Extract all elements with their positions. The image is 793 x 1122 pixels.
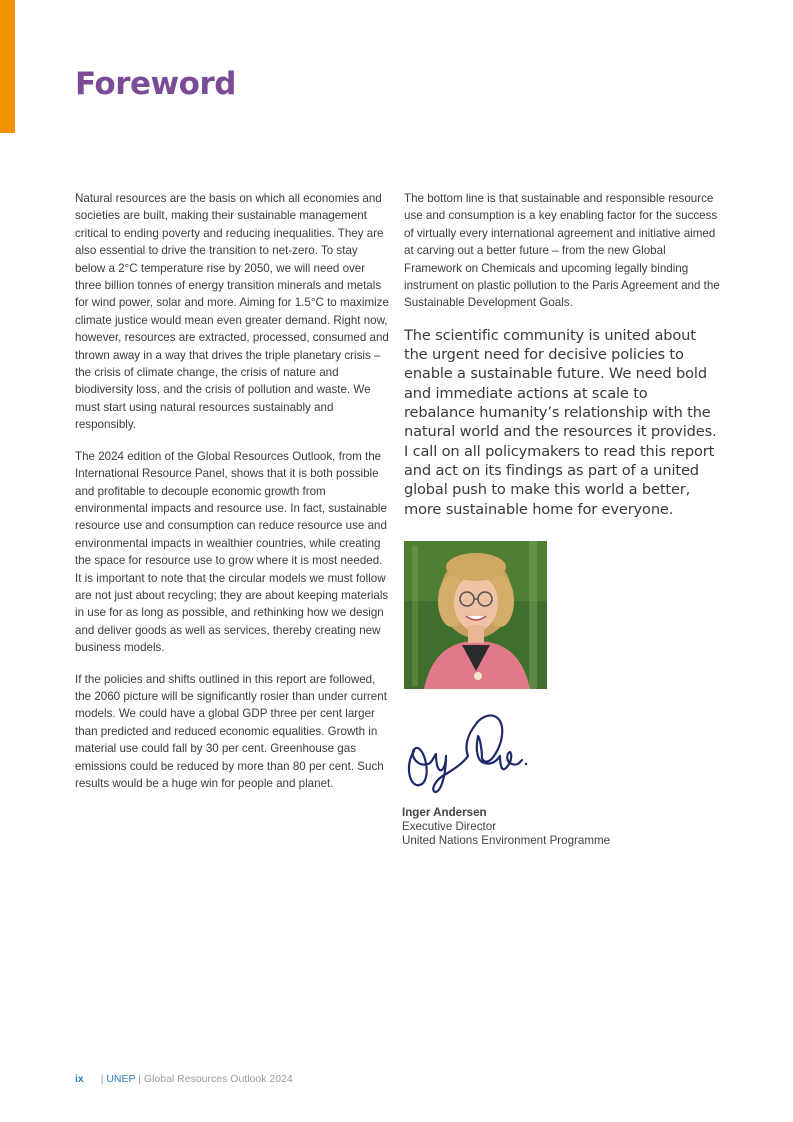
signatory-name: Inger Andersen xyxy=(402,806,487,819)
right-column xyxy=(404,190,722,519)
body-paragraph: The bottom line is that sustainable and responsible resource use and consumption is a key enabling factor for the success of virtually every international agreement and initiative aimed at carving out a better future – from the new Global Framework on Chemicals and upcoming legally binding instrument on plastic pollution to the Paris Agreement and the Sustainable Development Goals. xyxy=(404,192,720,310)
page-title: Foreword xyxy=(75,66,236,102)
signature xyxy=(402,706,532,798)
pull-quote: The scientific community is united about the urgent need for decisive policies to enable a sustainable future. We need bold and immediate actions at scale to rebalance humanity’s relationship with the natural world and the resources it provides. I call on all policymakers to read this report and act on its findings as part of a united global push to make this world a better, more sustainable home for everyone. xyxy=(404,326,717,518)
body-paragraph: The 2024 edition of the Global Resources Outlook, from the International Resource Panel, shows that it is both possible and profitable to decouple economic growth from environmental impacts and resource use. In fact, sustainable resource use and consumption can reduce resource use and environmental impacts in wealthier countries, while creating the space for resource use to grow where it is most needed. It is important to note that the circular models we must follow are not just about recycling; they are about keeping materials in use for as long as possible, and rethinking how we design and deliver goods as well as services, thereby creating new business models. xyxy=(75,449,389,655)
footer-org: UNEP xyxy=(106,1073,136,1085)
body-paragraph: If the policies and shifts outlined in this report are followed, the 2060 picture will be significantly rosier than under current models. We could have a global GDP three per cent larger than predicted and reduced economic equalities. Growth in material use could fall by 30 per cent. Greenhouse gas emissions could be reduced by more than 80 per cent. Such results would be a huge win for people and planet. xyxy=(75,672,387,790)
page-number: ix xyxy=(75,1073,84,1085)
footer-separator: | xyxy=(138,1073,141,1085)
left-column xyxy=(75,190,391,806)
footer-publication: Global Resources Outlook 2024 xyxy=(143,1073,293,1085)
portrait-photo xyxy=(404,541,547,689)
signatory-role: Executive Director xyxy=(402,820,497,833)
page-footer xyxy=(75,1073,293,1085)
signatory-organization: United Nations Environment Programme xyxy=(402,834,611,847)
body-paragraph: Natural resources are the basis on which all economies and societies are built, making their sustainable management critical to ending poverty and reducing inequalities. They are also essential to drive the transition to net-zero. To stay below a 2°C temperature rise by 2050, we will need over three billion tonnes of energy transition minerals and metals for wind power, solar and more. Aiming for 1.5°C to maximize climate justice would mean even greater demand. Right now, however, resources are extracted, processed, consumed and thrown away in a way that drives the triple planetary crisis – the crisis of climate change, the crisis of nature and biodiversity loss, and the crisis of pollution and waste. We must start using natural resources sustainably and responsibly. xyxy=(75,192,389,432)
footer-separator: | xyxy=(100,1073,104,1085)
accent-bar xyxy=(0,0,15,133)
